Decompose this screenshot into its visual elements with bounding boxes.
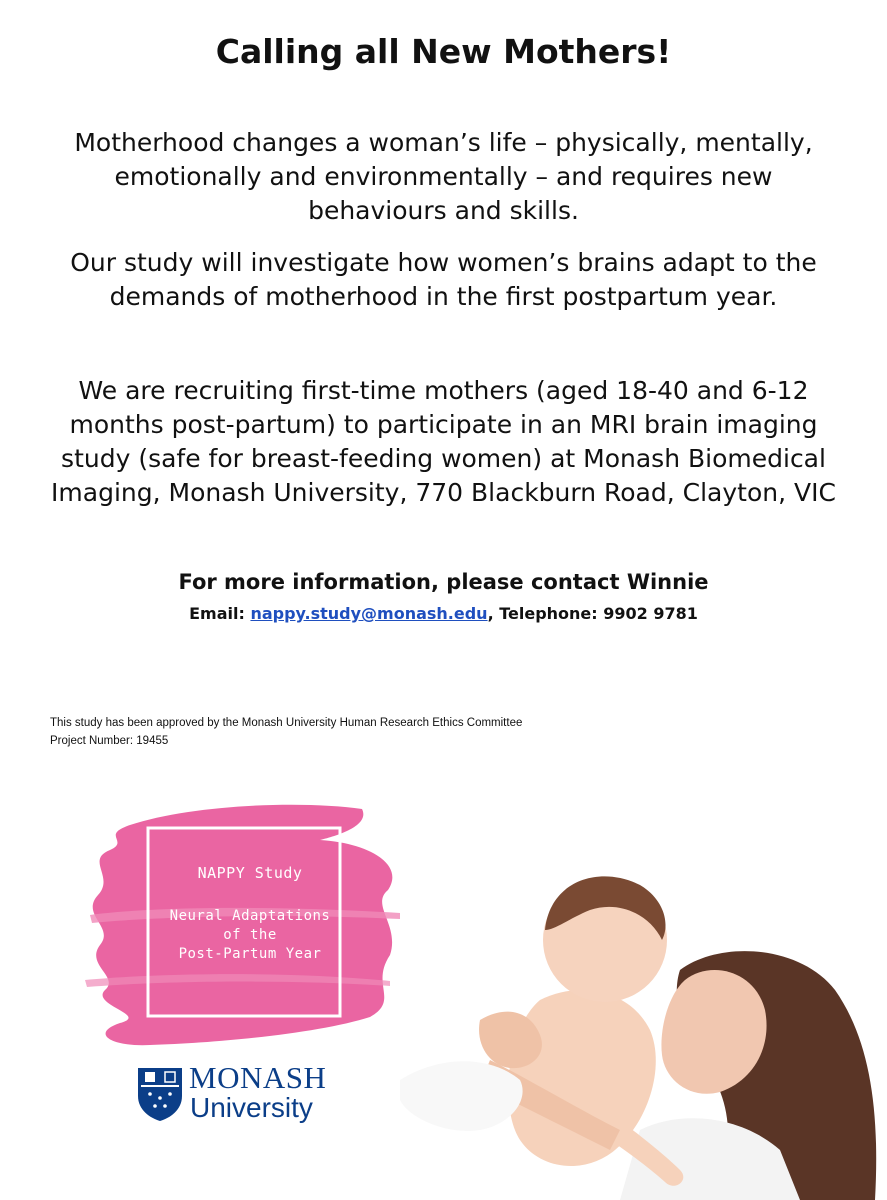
phone-number: 9902 9781 — [603, 604, 698, 623]
contact-details — [0, 604, 887, 623]
monash-logo-sub: University — [190, 1092, 313, 1123]
nappy-subtitle-line: Post-Partum Year — [178, 946, 322, 962]
intro-line: Motherhood changes a woman’s life – physically, mentally, — [74, 128, 813, 157]
recruit-line: We are recruiting first-time mothers (aged 18-40 and 6-12 — [78, 376, 809, 405]
intro-paragraph — [40, 126, 847, 228]
nappy-subtitle-line: Neural Adaptations — [169, 908, 331, 924]
contact-heading: For more information, please contact Winnie — [178, 570, 709, 594]
recruit-line: study (safe for breast-feeding women) at Monash Biomedical — [61, 444, 826, 473]
nappy-subtitle — [150, 907, 350, 964]
nappy-title: NAPPY Study — [197, 864, 303, 882]
intro-line: emotionally and environmentally – and requires new — [114, 162, 773, 191]
ethics-approval: This study has been approved by the Monash University Human Research Ethics Committee — [50, 717, 523, 729]
email-link[interactable]: nappy.study@monash.edu — [250, 604, 488, 623]
monash-crest-icon — [136, 1066, 184, 1122]
page-title: Calling all New Mothers! — [215, 32, 672, 71]
study-line: demands of motherhood in the first postpartum year. — [109, 282, 778, 311]
recruit-line: Imaging, Monash University, 770 Blackburn Road, Clayton, VIC — [51, 478, 836, 507]
recruit-line: months post-partum) to participate in an MRI brain imaging — [69, 410, 818, 439]
intro-line: behaviours and skills. — [308, 196, 579, 225]
study-line: Our study will investigate how women’s brains adapt to the — [70, 248, 817, 277]
phone-label: , Telephone: — [487, 604, 604, 623]
mother-baby-photo — [380, 830, 887, 1200]
ethics-note — [50, 714, 522, 750]
nappy-subtitle-line: of the — [223, 927, 277, 943]
recruit-paragraph — [40, 374, 847, 510]
baby-diaper — [400, 1061, 523, 1131]
monash-logo-name: MONASH — [189, 1060, 327, 1095]
email-label: Email: — [189, 604, 251, 623]
project-number: Project Number: 19455 — [50, 735, 169, 747]
study-paragraph — [40, 246, 847, 314]
